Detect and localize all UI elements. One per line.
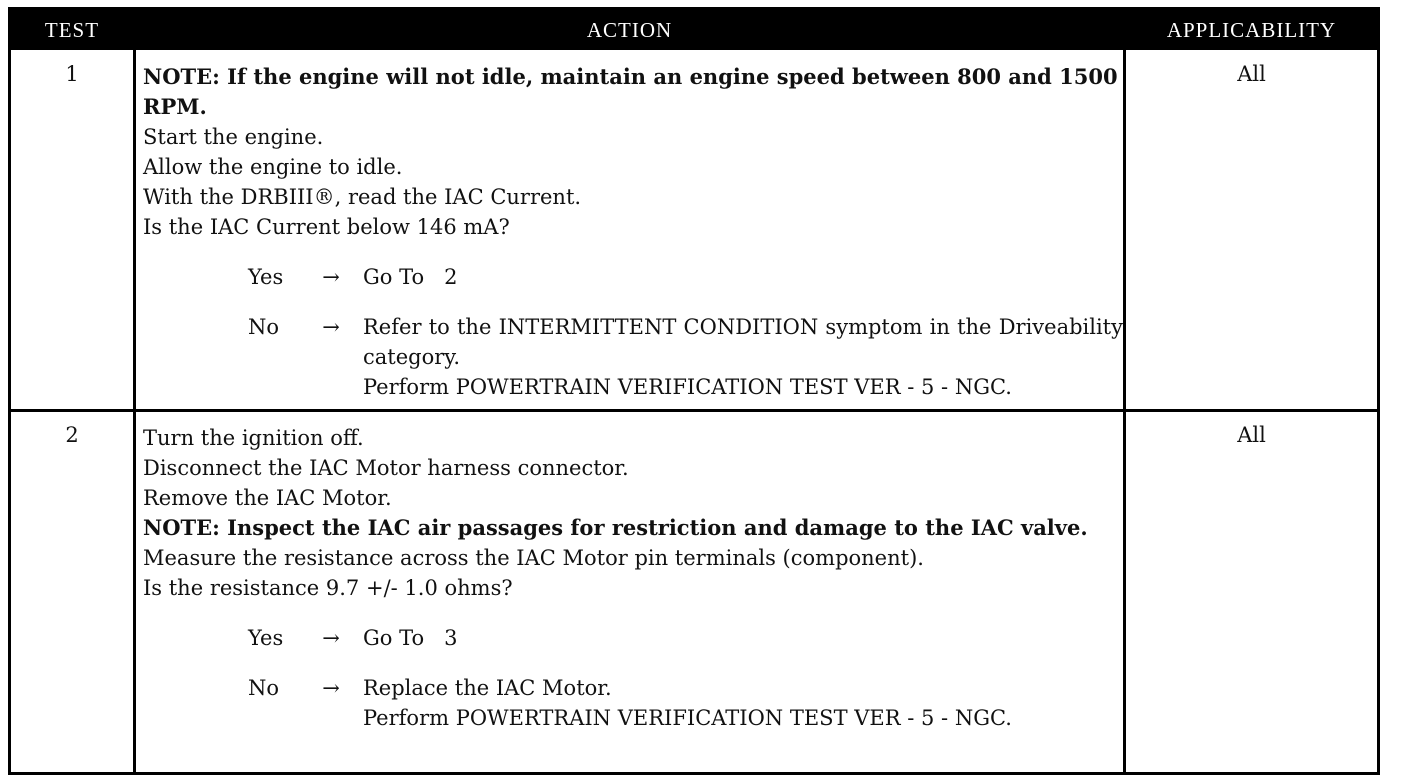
step-text: Is the resistance 9.7 +/- 1.0 ohms?: [143, 576, 513, 600]
action-cell: [143, 423, 1123, 733]
no-answer: [143, 673, 1123, 733]
no-result-line: Perform POWERTRAIN VERIFICATION TEST VER - 5 - NGC.: [363, 375, 1012, 399]
yes-answer: [143, 262, 1123, 292]
step-text: Is the IAC Current below 146 mA?: [143, 215, 510, 239]
step-text: Remove the IAC Motor.: [143, 486, 392, 510]
action-cell: [143, 62, 1123, 402]
no-result-line: Perform POWERTRAIN VERIFICATION TEST VER - 5 - NGC.: [363, 706, 1012, 730]
right-arrow-icon: →: [322, 315, 340, 339]
yes-result: Go To 2: [363, 265, 458, 289]
test-number: 2: [65, 423, 79, 447]
note-text: NOTE: If the engine will not idle, maintain an engine speed between 800 and 1500 RPM.: [143, 64, 1118, 119]
no-answer: [143, 312, 1123, 402]
test-number: 1: [65, 62, 79, 86]
applicability-value: All: [1237, 62, 1266, 86]
row-divider: [11, 409, 1377, 412]
applicability-value: All: [1237, 423, 1266, 447]
header-applicability: APPLICABILITY: [1166, 18, 1337, 42]
no-label: No: [248, 315, 280, 339]
step-text: Disconnect the IAC Motor harness connector.: [143, 456, 629, 480]
step-text: Measure the resistance across the IAC Motor pin terminals (component).: [143, 546, 924, 570]
yes-label: Yes: [248, 626, 284, 650]
step-text: Start the engine.: [143, 125, 324, 149]
no-result-line: Replace the IAC Motor.: [363, 676, 612, 700]
step-text: Allow the engine to idle.: [143, 155, 403, 179]
no-label: No: [248, 676, 280, 700]
table-header: [11, 10, 1377, 50]
header-action: ACTION: [586, 18, 673, 42]
note-text: NOTE: Inspect the IAC air passages for restriction and damage to the IAC valve.: [143, 515, 1088, 540]
no-result-line: Refer to the INTERMITTENT CONDITION symptom in the Driveability category.: [363, 315, 1123, 369]
right-arrow-icon: →: [322, 626, 340, 650]
right-arrow-icon: →: [322, 265, 340, 289]
header-test: TEST: [44, 18, 100, 42]
yes-answer: [143, 623, 1123, 653]
step-text: With the DRBIII®, read the IAC Current.: [143, 185, 582, 209]
step-text: Turn the ignition off.: [143, 426, 364, 450]
right-arrow-icon: →: [322, 676, 340, 700]
yes-result: Go To 3: [363, 626, 458, 650]
yes-label: Yes: [248, 265, 284, 289]
diagnostic-test-table: [8, 7, 1380, 775]
